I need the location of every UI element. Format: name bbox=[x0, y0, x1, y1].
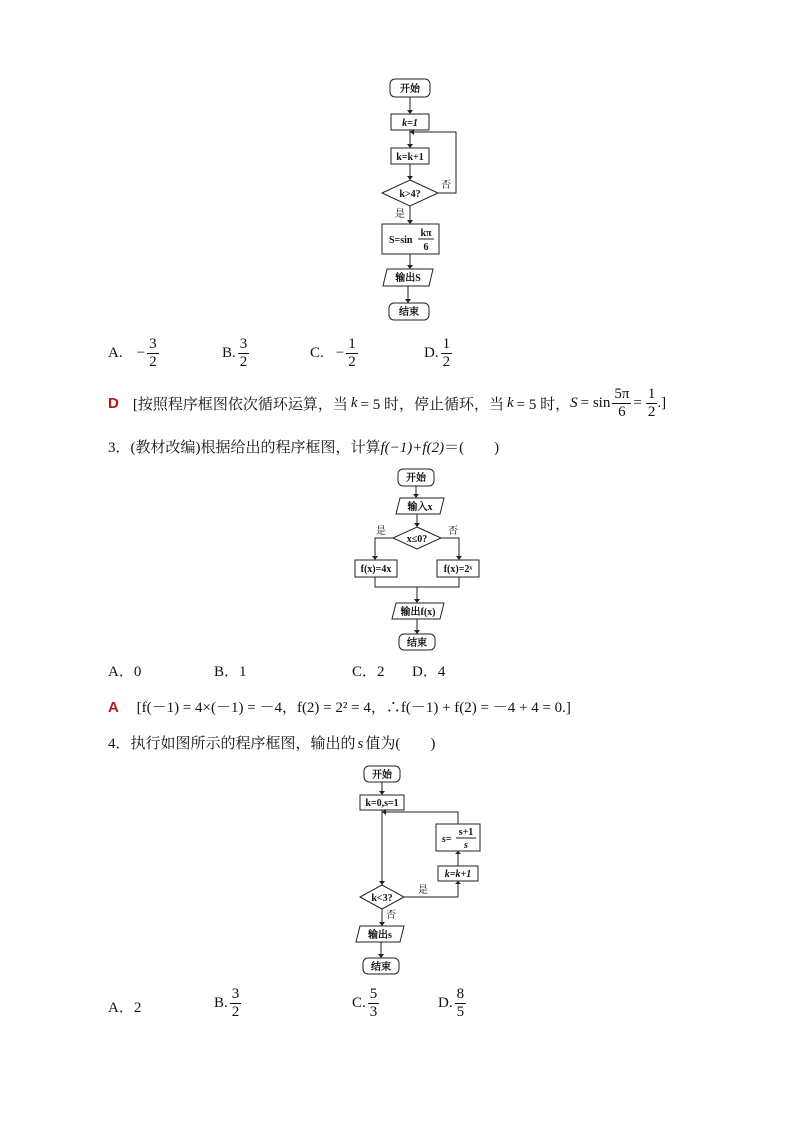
q2-option-c[interactable] bbox=[310, 336, 358, 371]
fc1-yes-label: 是 bbox=[395, 209, 405, 220]
q2-option-d-den: 2 bbox=[442, 354, 451, 370]
q2-option-a-num: 3 bbox=[149, 336, 157, 352]
q4-option-d-fraction bbox=[455, 986, 467, 1021]
q2-option-b[interactable] bbox=[222, 336, 249, 371]
q4-option-a[interactable] bbox=[108, 996, 141, 1017]
fc3-process-num: s+1 bbox=[458, 827, 474, 838]
q2-option-d-fraction bbox=[441, 336, 453, 371]
fc2-end-label: 结束 bbox=[407, 638, 427, 649]
flowchart-3 bbox=[0, 760, 794, 980]
q2-option-a[interactable] bbox=[108, 336, 159, 371]
q2-option-c-sign: − bbox=[335, 345, 345, 361]
fc3-process-den: s bbox=[464, 840, 468, 851]
fc3-end-label: 结束 bbox=[371, 962, 391, 973]
question-3 bbox=[108, 438, 499, 458]
q2-option-a-fraction bbox=[147, 336, 159, 371]
q2-answer-f2-den: 2 bbox=[647, 404, 656, 420]
q4-option-d[interactable] bbox=[438, 986, 466, 1021]
q2-answer-s: S bbox=[570, 395, 578, 411]
fc2-right-label: f(x)=2ˣ bbox=[443, 564, 473, 575]
q3-text: (教材改编)根据给出的程序框图，计算 bbox=[130, 440, 381, 456]
q3-number: 3． bbox=[108, 440, 131, 456]
q2-option-a-den: 2 bbox=[149, 354, 157, 370]
q2-option-b-num: 3 bbox=[239, 336, 248, 352]
q4-option-d-den: 5 bbox=[456, 1004, 465, 1020]
q4-option-b-label: B. bbox=[214, 995, 228, 1011]
fc1-output-label: 输出S bbox=[395, 273, 421, 284]
question-4 bbox=[108, 734, 435, 754]
q2-answer bbox=[108, 386, 666, 421]
q2-answer-f2-num: 1 bbox=[647, 386, 656, 402]
fc2-left-label: f(x)=4x bbox=[360, 564, 392, 575]
q2-answer-text-3: = 5 时， bbox=[516, 397, 571, 413]
q2-answer-text-1: [按照程序框图依次循环运算，当 bbox=[132, 397, 348, 413]
q2-option-b-fraction bbox=[238, 336, 250, 371]
fc1-start-label: 开始 bbox=[400, 84, 420, 95]
q4-text: 执行如图所示的程序框图，输出的 bbox=[130, 736, 356, 752]
q3-option-b[interactable]: B．1 bbox=[214, 664, 247, 680]
q2-answer-f1-den: 6 bbox=[618, 404, 626, 420]
q4-option-c-num: 5 bbox=[369, 986, 378, 1002]
fc2-output-label: 输出f(x) bbox=[400, 607, 436, 618]
q2-answer-fraction-1 bbox=[612, 386, 631, 421]
q4-option-b-fraction bbox=[230, 986, 242, 1021]
q2-answer-text-2: = 5 时，停止循环，当 bbox=[360, 397, 504, 413]
q4-number: 4． bbox=[108, 736, 131, 752]
q4-option-c-label: C. bbox=[352, 995, 366, 1011]
q2-answer-text-4: = sin bbox=[580, 395, 611, 411]
fc3-start-label: 开始 bbox=[372, 770, 392, 781]
fc2-no-label: 否 bbox=[448, 526, 458, 537]
q2-option-d[interactable] bbox=[424, 336, 452, 371]
q4-option-b-den: 2 bbox=[231, 1004, 240, 1020]
q4-option-b[interactable] bbox=[214, 986, 241, 1021]
fc1-condition-label: k>4? bbox=[399, 189, 421, 200]
fc3-yes-label: 是 bbox=[418, 885, 428, 896]
fc1-end-label: 结束 bbox=[399, 307, 419, 318]
q2-option-a-sign: − bbox=[136, 345, 146, 361]
fc1-process-den: 6 bbox=[423, 242, 429, 253]
q2-option-a-label: A. bbox=[108, 345, 123, 361]
q2-option-b-label: B. bbox=[222, 345, 236, 361]
fc3-condition-label: k<3? bbox=[371, 893, 393, 904]
q2-answer-close: .] bbox=[657, 395, 667, 411]
q4-var: s bbox=[357, 736, 364, 752]
q3-answer-letter: A bbox=[108, 699, 119, 716]
fc2-condition-label: x≤0? bbox=[406, 534, 428, 545]
q3-option-d[interactable]: D．4 bbox=[412, 664, 446, 680]
q3-expr: f(−1)+f(2) bbox=[380, 440, 445, 456]
q2-answer-k1: k bbox=[350, 395, 358, 411]
q4-option-c-den: 3 bbox=[369, 1004, 378, 1020]
q3-answer-text: [f(－1) = 4×(－1) = －4，f(2) = 2² = 4，∴f(－1) + f(2) = －4 + 4 = 0.] bbox=[136, 700, 571, 716]
fc3-no-label: 否 bbox=[386, 910, 396, 921]
q2-answer-k2: k bbox=[506, 395, 514, 411]
q4-option-d-label: D. bbox=[438, 995, 453, 1011]
fc1-process-prefix: S=sin bbox=[389, 235, 413, 246]
q2-answer-f1-num: 5π bbox=[614, 386, 630, 402]
q2-option-c-label: C. bbox=[310, 345, 324, 361]
q3-option-a[interactable]: A．0 bbox=[108, 664, 142, 680]
fc2-start-label: 开始 bbox=[406, 473, 426, 484]
q4-option-b-num: 3 bbox=[231, 986, 240, 1002]
fc1-process-num: kπ bbox=[420, 228, 432, 239]
q3-tail: ＝( ) bbox=[444, 440, 500, 456]
fc1-update-label: k=k+1 bbox=[396, 152, 424, 163]
q3-option-c[interactable]: C．2 bbox=[352, 664, 385, 680]
q4-option-d-num: 8 bbox=[456, 986, 465, 1002]
q4-option-a-text: A．2 bbox=[108, 1000, 142, 1016]
flowchart-2 bbox=[0, 460, 794, 660]
q4-option-c-fraction bbox=[368, 986, 380, 1021]
fc3-init-label: k=0,s=1 bbox=[365, 798, 399, 809]
q2-option-c-den: 2 bbox=[348, 354, 356, 370]
flowchart-1 bbox=[0, 0, 794, 330]
q2-option-d-label: D. bbox=[424, 345, 439, 361]
fc3-process-prefix: s= bbox=[442, 834, 452, 845]
q2-answer-letter: D bbox=[108, 395, 119, 412]
q2-option-d-num: 1 bbox=[442, 336, 451, 352]
fc1-init-label: k=1 bbox=[402, 118, 418, 129]
q2-answer-eq: = bbox=[633, 395, 642, 411]
fc2-yes-label: 是 bbox=[376, 526, 386, 537]
q3-answer bbox=[108, 698, 571, 718]
q2-option-c-num: 1 bbox=[348, 336, 356, 352]
q2-option-c-fraction bbox=[346, 336, 358, 371]
q4-tail: 值为( ) bbox=[365, 736, 436, 752]
q2-answer-fraction-2 bbox=[646, 386, 658, 421]
fc3-update-label: k=k+1 bbox=[444, 869, 472, 880]
q2-option-b-den: 2 bbox=[239, 354, 248, 370]
fc3-output-label: 输出s bbox=[368, 930, 392, 941]
q4-option-c[interactable] bbox=[352, 986, 379, 1021]
fc1-no-label: 否 bbox=[441, 180, 451, 191]
fc2-input-label: 输入x bbox=[407, 502, 433, 513]
